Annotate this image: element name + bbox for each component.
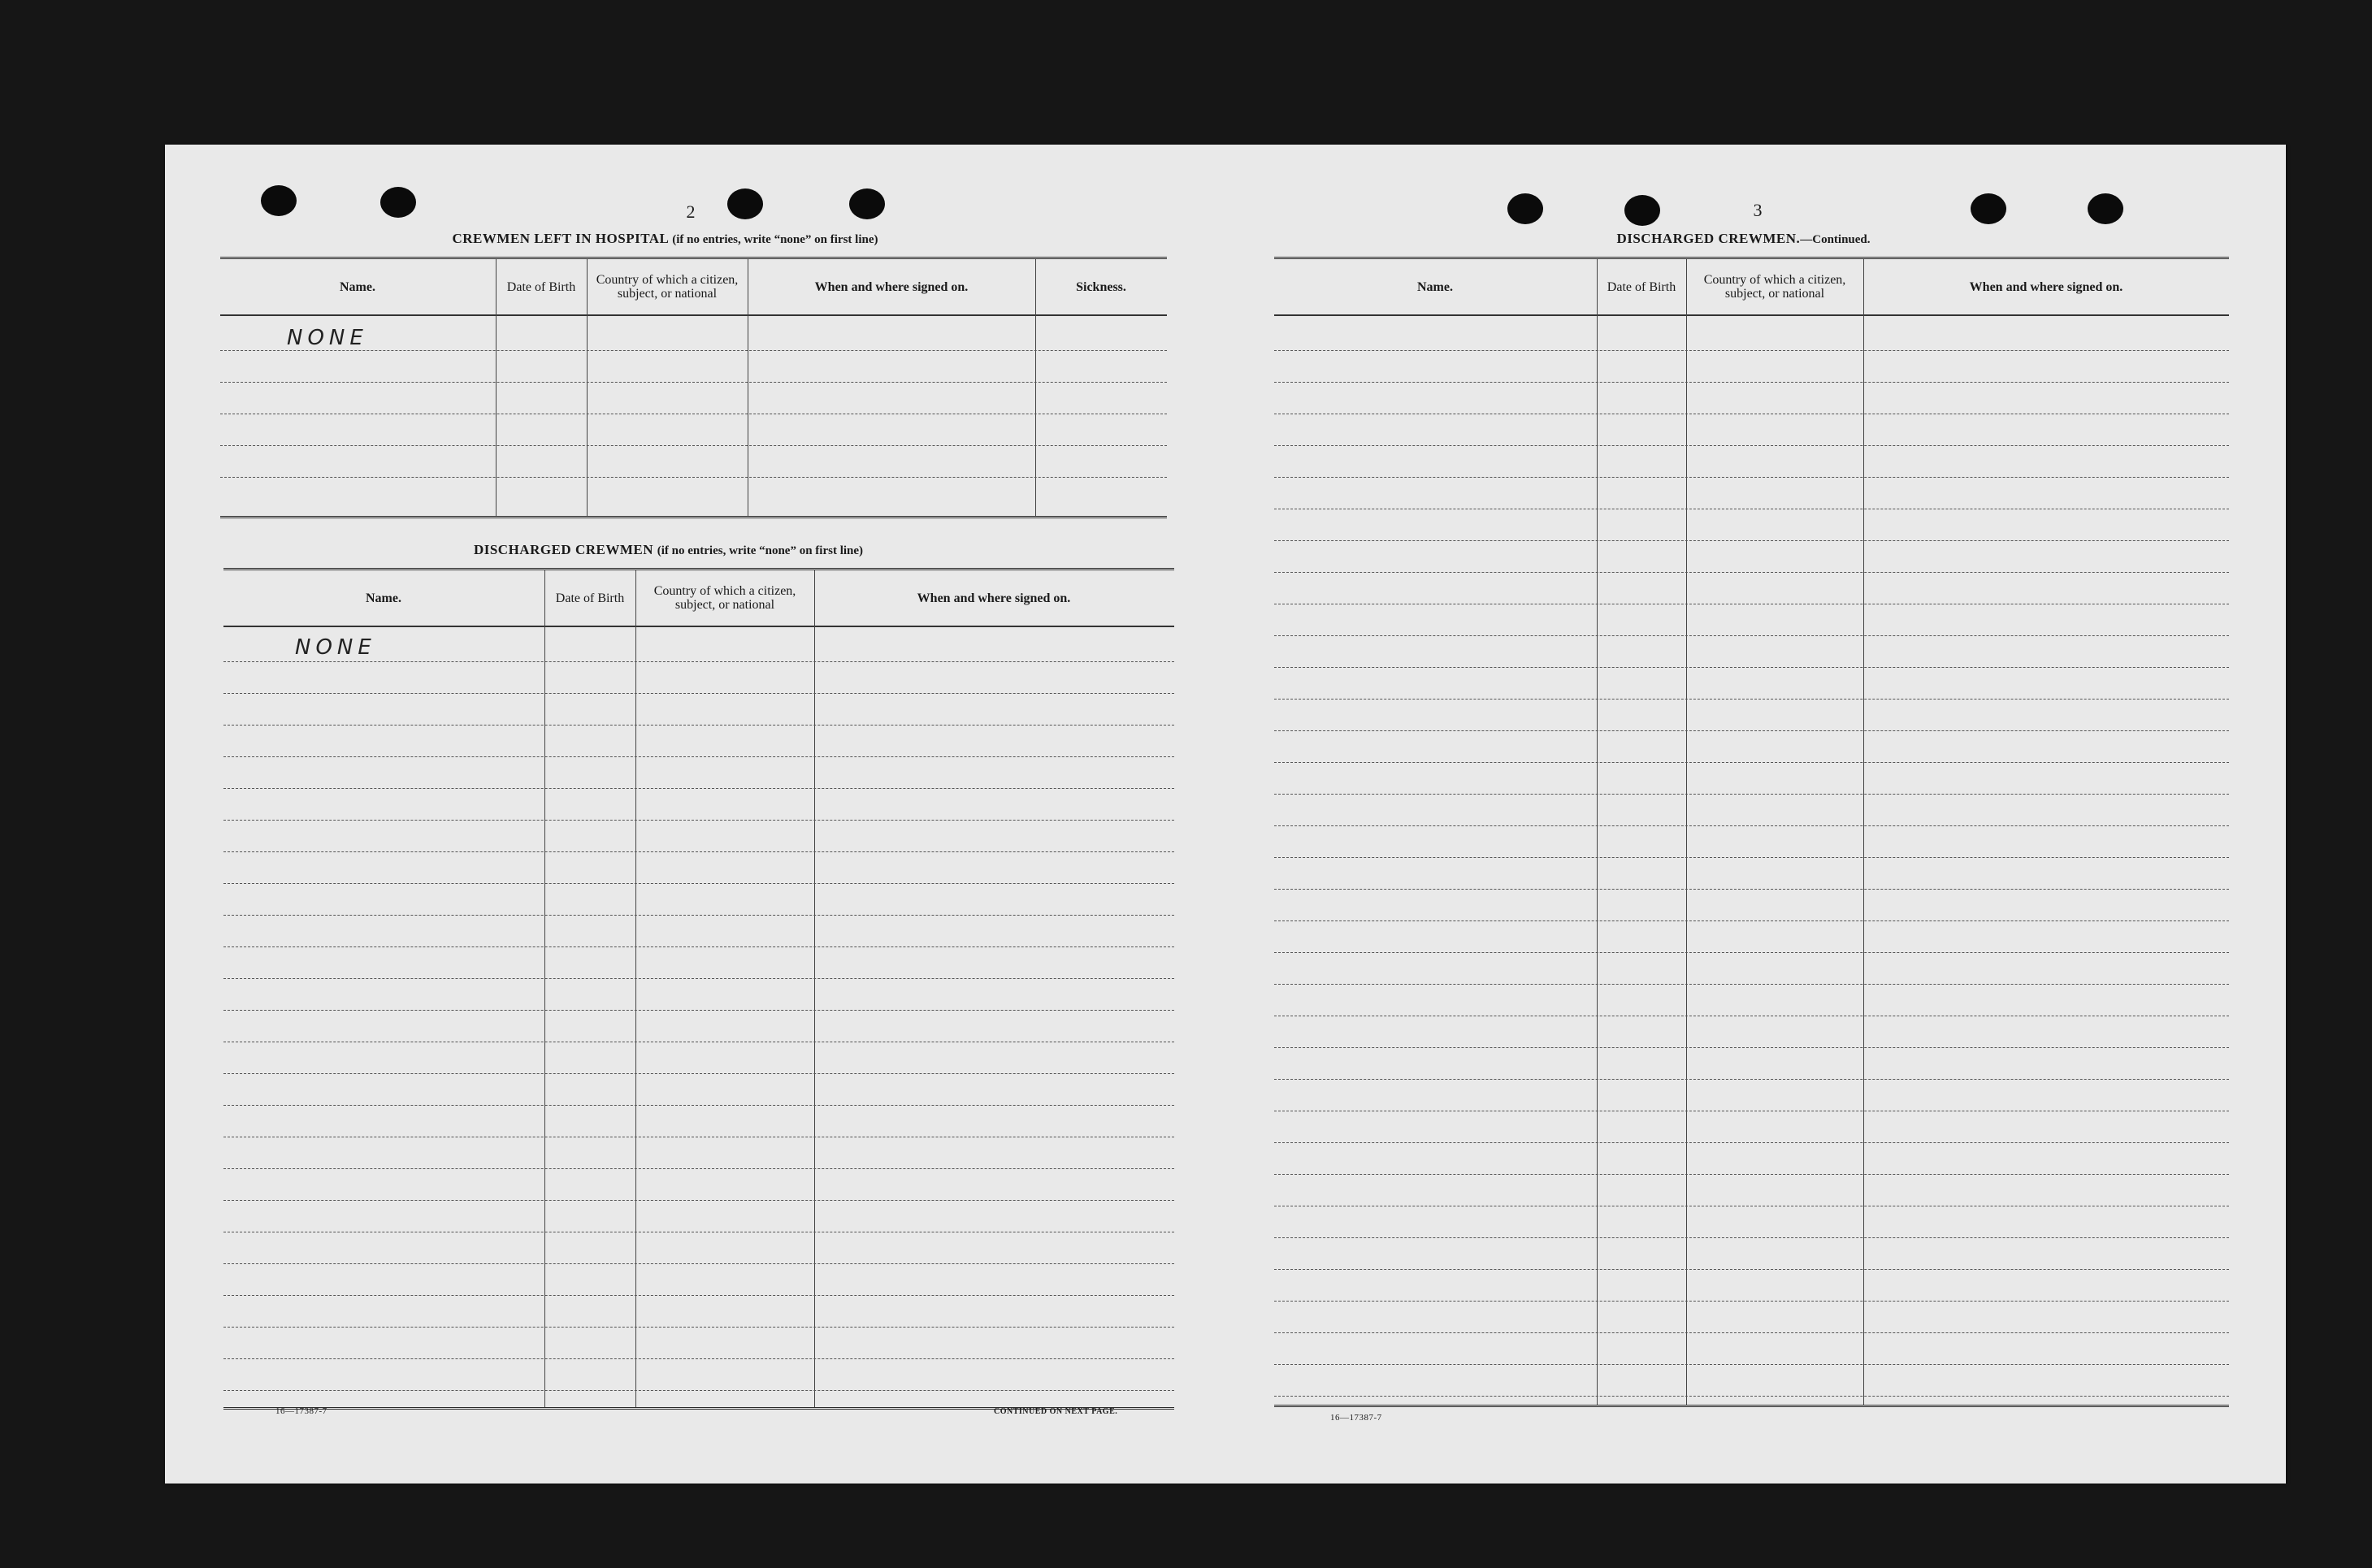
table-row: [223, 851, 1174, 852]
table-row: [223, 915, 1174, 916]
column-divider: [814, 570, 815, 1407]
table-row: [1274, 699, 2229, 700]
hospital-section-title: [220, 231, 1110, 247]
discharged-continued-title-text: DISCHARGED CREWMEN.: [1616, 231, 1801, 246]
hospital-table: [220, 257, 1167, 518]
col-header-name: Name.: [1417, 279, 1453, 294]
discharged-section-title: [223, 542, 1113, 558]
table-row: [1274, 730, 2229, 731]
table-row: [223, 661, 1174, 662]
table-row: [223, 978, 1174, 979]
table-row: [1274, 1237, 2229, 1238]
discharged-table-right: [1274, 257, 2229, 1407]
table-row: [223, 1295, 1174, 1296]
table-row: [223, 820, 1174, 821]
table-row: [220, 445, 1167, 446]
punch-hole: [261, 185, 297, 216]
table-row: [1274, 1301, 2229, 1302]
punch-hole: [2088, 193, 2123, 224]
hospital-title-text: CREWMEN LEFT IN HOSPITAL: [452, 231, 669, 246]
col-header-dob: Date of Birth: [506, 279, 576, 294]
form-sheet: [165, 145, 2286, 1484]
table-row: [223, 1168, 1174, 1169]
table-row: [1274, 1364, 2229, 1365]
column-divider: [544, 570, 545, 1407]
table-row: [1274, 572, 2229, 573]
table-row: [223, 1358, 1174, 1359]
hospital-table-header: [220, 259, 1167, 316]
discharged-continued-table-header: [1274, 259, 2229, 316]
table-row: [1274, 857, 2229, 858]
table-row: [1274, 1047, 2229, 1048]
discharged-continued-title: [1274, 231, 2213, 247]
discharged-continued-suffix: —Continued.: [1800, 233, 1871, 246]
col-header-signed-on: When and where signed on.: [917, 591, 1071, 605]
continued-next-page: CONTINUED ON NEXT PAGE.: [994, 1407, 1118, 1416]
page-number-left: 2: [686, 201, 696, 222]
page-number-right: 3: [1753, 200, 1763, 220]
col-header-dob: Date of Birth: [555, 591, 625, 605]
col-header-dob: Date of Birth: [1607, 279, 1676, 294]
punch-hole: [849, 188, 885, 219]
table-row: [220, 382, 1167, 383]
discharged-entry-none: NONE: [295, 635, 376, 660]
column-divider: [1686, 259, 1687, 1405]
hospital-entry-none: NONE: [287, 326, 368, 350]
table-row: [1274, 762, 2229, 763]
table-row: [223, 693, 1174, 694]
table-row: [223, 1105, 1174, 1106]
table-row: [1274, 1269, 2229, 1270]
table-row: [223, 1200, 1174, 1201]
table-row: [223, 1327, 1174, 1328]
table-row: [1274, 540, 2229, 541]
col-header-signed-on: When and where signed on.: [1969, 279, 2123, 294]
table-row: [1274, 1174, 2229, 1175]
table-row: [1274, 350, 2229, 351]
discharged-table-left: [223, 568, 1174, 1410]
table-row: [223, 946, 1174, 947]
column-divider: [1597, 259, 1598, 1405]
table-row: [1274, 920, 2229, 921]
table-row: [1274, 952, 2229, 953]
table-row: [223, 883, 1174, 884]
table-row: [223, 1073, 1174, 1074]
table-row: [1274, 445, 2229, 446]
table-row: [1274, 382, 2229, 383]
column-divider: [635, 570, 636, 1407]
table-row: [1274, 984, 2229, 985]
table-row: [1274, 1332, 2229, 1333]
table-row: [1274, 667, 2229, 668]
col-header-country: Country of which a citizen, subject, or national: [653, 584, 796, 612]
table-row: [223, 756, 1174, 757]
discharged-title-text: DISCHARGED CREWMEN: [473, 542, 653, 557]
table-row: [220, 350, 1167, 351]
col-header-country: Country of which a citizen, subject, or national: [1703, 273, 1846, 301]
table-row: [1274, 825, 2229, 826]
table-row: [1274, 1396, 2229, 1397]
table-row: [1274, 794, 2229, 795]
punch-hole: [380, 187, 416, 218]
col-header-country: Country of which a citizen, subject, or national: [596, 273, 739, 301]
discharged-title-note: (if no entries, write “none” on first line): [657, 544, 864, 557]
col-header-sickness: Sickness.: [1076, 279, 1126, 294]
hospital-title-note: (if no entries, write “none” on first line): [672, 233, 878, 246]
col-header-name: Name.: [340, 279, 375, 294]
table-row: [1274, 635, 2229, 636]
table-row: [1274, 889, 2229, 890]
table-row: [1274, 1142, 2229, 1143]
table-row: [223, 725, 1174, 726]
punch-hole: [727, 188, 763, 219]
form-number-left: 16—17387-7: [275, 1406, 327, 1416]
form-number-right: 16—17387-7: [1330, 1413, 1382, 1423]
column-divider: [1863, 259, 1864, 1405]
table-row: [223, 1010, 1174, 1011]
col-header-name: Name.: [366, 591, 401, 605]
table-row: [1274, 1079, 2229, 1080]
punch-hole: [1507, 193, 1543, 224]
col-header-signed-on: When and where signed on.: [814, 279, 969, 294]
punch-hole: [1971, 193, 2006, 224]
table-row: [223, 1390, 1174, 1391]
table-row: [1274, 477, 2229, 478]
punch-hole: [1624, 195, 1660, 226]
discharged-table-header: [223, 570, 1174, 627]
table-row: [223, 1263, 1174, 1264]
table-row: [220, 477, 1167, 478]
table-row: [223, 788, 1174, 789]
